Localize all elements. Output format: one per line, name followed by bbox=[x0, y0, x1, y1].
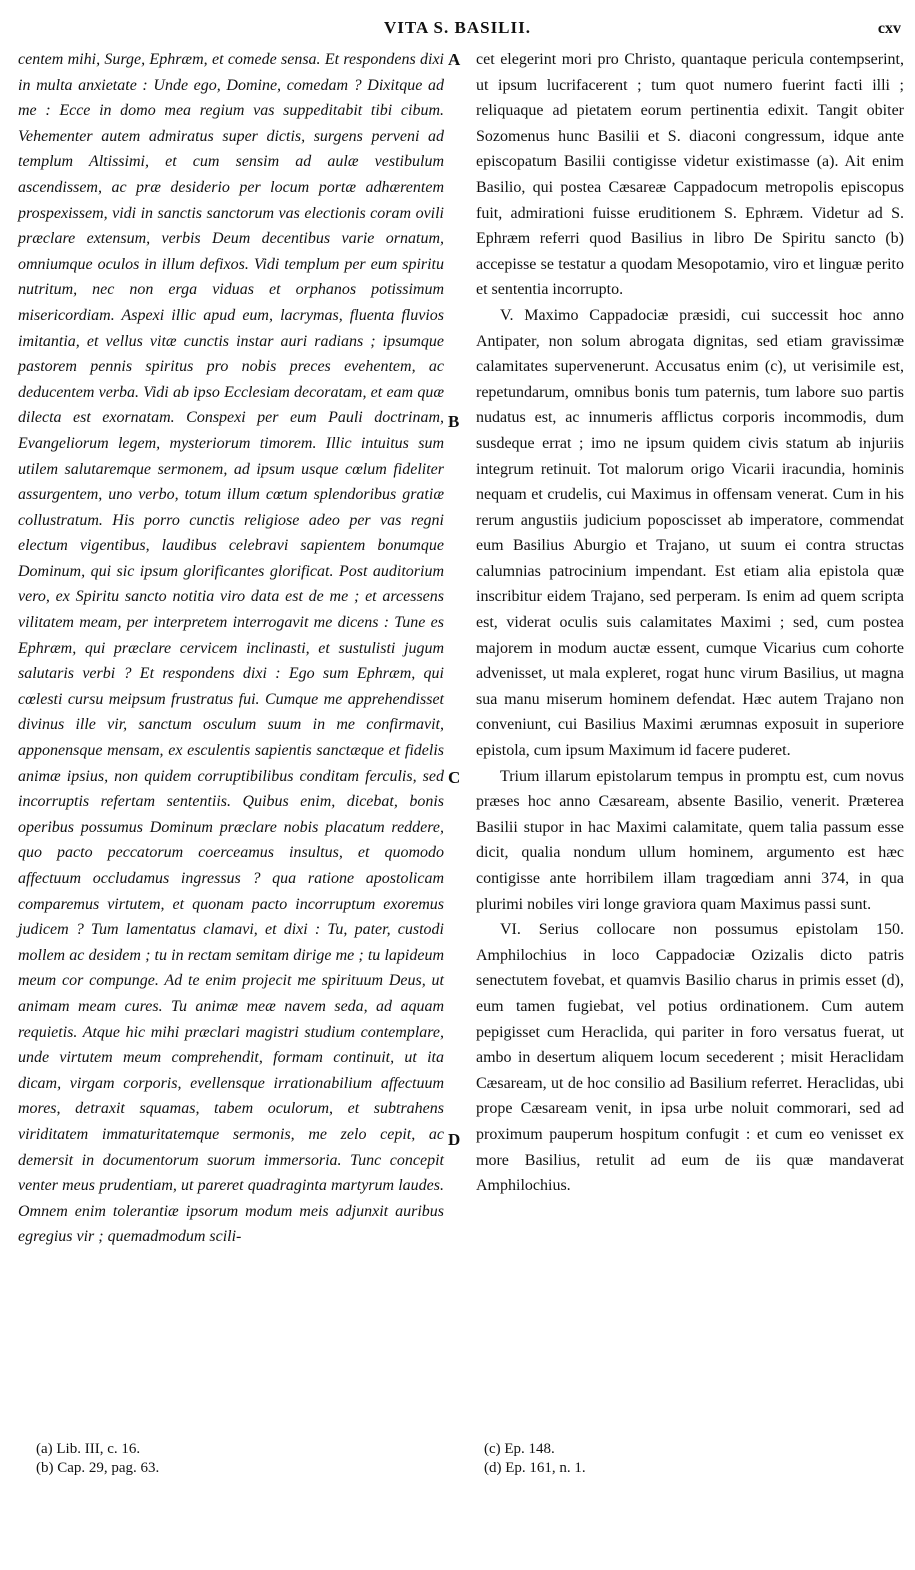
footnote: (c) Ep. 148. bbox=[484, 1441, 555, 1457]
page-header bbox=[0, 4, 915, 44]
right-column bbox=[476, 47, 904, 1199]
left-column bbox=[18, 47, 444, 1250]
paragraph: VI. Serius collocare non possumus epistolam 150. Amphilochius in loco Cappadociæ Ozizalis dicto patris senectutem fovebat, et quamvis Basilio charus in primis esset (d), eum tamen fugiebat, vel potius ordinationem. Cum autem pepigisset cum Heraclida, qui pariter in foro versatus fuerat, ut ambo in desertum aliquem locum secederent ; misit Heraclidam Cæsaream, ut de hoc consilio ad Basilium referret. Heraclidas, ubi prope Cæsaream venit, in ipsa urbe noluit commorari, sed ad proximum pauperum hospitum confugit : et cum eo venisset ex more Basilius, retulit ad eum de iis quæ mandaverat Amphilochius. bbox=[476, 921, 904, 1195]
paragraph: V. Maximo Cappadociæ præsidi, cui successit hoc anno Antipater, non solum abrogata dignitas, sed etiam gravissimæ calamitates supervenerunt. Accusatus enim (c), ut verisimile est, repetundarum, omnibus bonis tum paternis, tum labore suo partis nudatus est, ac innumeris afflictus corporis incommodis, dum susdeque errat ; imo ne ipsum quidem civis statum ab injuriis integrum retinuit. Tot malorum origo Vicarii iracundia, hominis nequam et crudelis, cui Maximus in offensam venerat. Cum in his rerum angustiis judicium poposcisset ab imperatore, commendat eum Basilius Aburgio et Trajano, ut suum ei contra structas calumnias patrocinium impendant. Est etiam alia epistola quæ inscribitur eidem Trajano, sed perperam. Is enim ad quem scripta est, viderat oculis suis calamitates Maximi ; sed, cum postea majorem in modum auctæ essent, cumque Vicarius cum cohorte advenisset, ut mala expleret, rogat hunc virum Basilius, ut magna sua manu miserum hominem defendat. Hæc autem Trajano non conveniunt, cui Basilius Maximi ærumnas exposuit in superiore epistola, cum ipsum Maximum id facere puderet. bbox=[476, 306, 904, 760]
footnotes-left bbox=[36, 1440, 159, 1478]
footnotes-right bbox=[484, 1440, 586, 1478]
running-title: VITA S. BASILII. bbox=[383, 18, 532, 37]
footnote: (a) Lib. III, c. 16. bbox=[36, 1441, 141, 1457]
margin-marker-a: A bbox=[448, 50, 461, 69]
margin-marker-d: D bbox=[448, 1130, 461, 1149]
footnote: (b) Cap. 29, pag. 63. bbox=[36, 1460, 160, 1476]
footnote: (d) Ep. 161, n. 1. bbox=[484, 1460, 586, 1476]
margin-marker-c: C bbox=[448, 768, 461, 787]
paragraph: cet elegerint mori pro Christo, quantaque pericula contempserint, ut ipsum lucrifacerent ; tum quot numero fuerint facti illi ; reliquaque ad pietatem eorum pertinentia edixit. Tangit obiter Sozomenus hunc Basilii et S. diaconi congressum, idque ante episcopatum Basilii contigisse videtur existimasse (a). Ait enim Basilio, qui postea Cæsareæ Cappadocum metropolis episcopus fuit, admirationi fuisse eruditionem S. Ephræm. Videtur ad S. Ephræm referri quod Basilius in libro De Spiritu sancto (b) accepisse se testatur a quodam Mesopotamio, viro et linguæ perito et sententia incorrupto. bbox=[476, 51, 904, 299]
paragraph: Trium illarum epistolarum tempus in promptu est, cum novus præses hoc anno Cæsaream, absente Basilio, venerit. Præterea Basilii stupor in hac Maximi calamitate, quem talia passum esse dicit, qualia nondum ullum hominem, argumento est hæc contigisse ante horribilem illam tragœdiam anni 374, in qua plurimi nobiles viri longe graviora quam Maximus passi sunt. bbox=[476, 767, 904, 913]
left-column-text: centem mihi, Surge, Ephræm, et comede sensa. Et respondens dixi in multa anxietate : Unde ego, Domine, comedam ? Dixitque ad me : Ecce in domo mea regium vas suppeditabit tibi cibum. Vehementer autem admiratus super dictis, surgens perveni ad templum Altissimi, et cum sensim ad aulæ vestibulum ascendissem, ac præ desiderio per locum portæ adhærentem prospexissem, vidi in sanctis sanctorum vas electionis coram ovili præclare extensum, verbis Deum decentibus varie ornatum, omniumque oculos in illum defixos. Vidi templum per eum spiritu nutritum, nec non erga viduas et orphanos potissimum misericordiam. Aspexi illic apud eum, lacrymas, fluenta fluvios imitantia, et vellus vitæ cunctis instar auri radians ; ipsumque pastorem pennis spiritus pro nobis preces evehentem, ac deducentem verba. Vidi ab ipso Ecclesiam decoratam, et eam quæ dilecta est exornatam. Conspexi per eum Pauli doctrinam, Evangeliorum legem, mysteriorum timorem. Illic intuitus sum utilem salutaremque sermonem, ad ipsum usque cœlum fideliter assurgentem, uno verbo, totum illum cœtum splendoribus gratiæ collustratum. His porro cunctis religiose adeo per vas regni electum vigentibus, laudibus celebravi sapientem bonumque Dominum, qui sic ipsum glorificantes glorificat. Post auditorium vero, ex Spiritu sancto notitia viro data est de me ; et arcessens vilitatem meam, per interpretem interrogavit me dicens : Tune es Ephræm, qui præclare cervicem inclinasti, et sustulisti jugum salutaris verbi ? Et respondens dixi : Ego sum Ephræm, qui cœlesti cursu meipsum frustratus fui. Cumque me apprehendisset divinus ille vir, sanctum osculum suum in me confirmavit, apponensque mensam, ex esculentis sapientis sanctæque et fidelis animæ ipsius, non quidem corruptibilibus conditam ferculis, sed incorruptis refertam sententiis. Quibus enim, dicebat, bonis operibus possumus Dominum præclare nobis placatum reddere, quo pacto peccatorum coerceamus insultus, et quomodo affectuum occludamus ingressus ? qua ratione apostolicam comparemus virtutem, et quonam pacto incorruptum exoremus judicem ? Tum lamentatus clamavi, et dixi : Tu, pater, custodi mollem ac desidem ; tu in rectam semitam dirige me ; tu lapideum meum cor compunge. Ad te enim projecit me spirituum Deus, ut animam meam cures. Tu animæ meæ navem seda, ad aquam requietis. Atque hic mihi præclari magistri studium contemplare, unde virtutem meum comprehendit, formam continuit, ut ita dicam, virgam corporis, evellensque irrationabilium affectuum mores, detraxit squamas, tabem oculorum, et subtrahens viriditatem immaturitatemque sermonis, me zelo cepit, ac demersit in documentorum suorum immersoria. Tunc concepit venter meus prudentiam, ut pareret quadraginta martyrum laudes. Omnem enim tolerantiæ ipsorum modum meis adjunxit auribus egregius vir ; quemadmodum scili- bbox=[18, 51, 444, 1246]
margin-marker-b: B bbox=[448, 412, 460, 431]
page-number: cxv bbox=[877, 20, 901, 37]
